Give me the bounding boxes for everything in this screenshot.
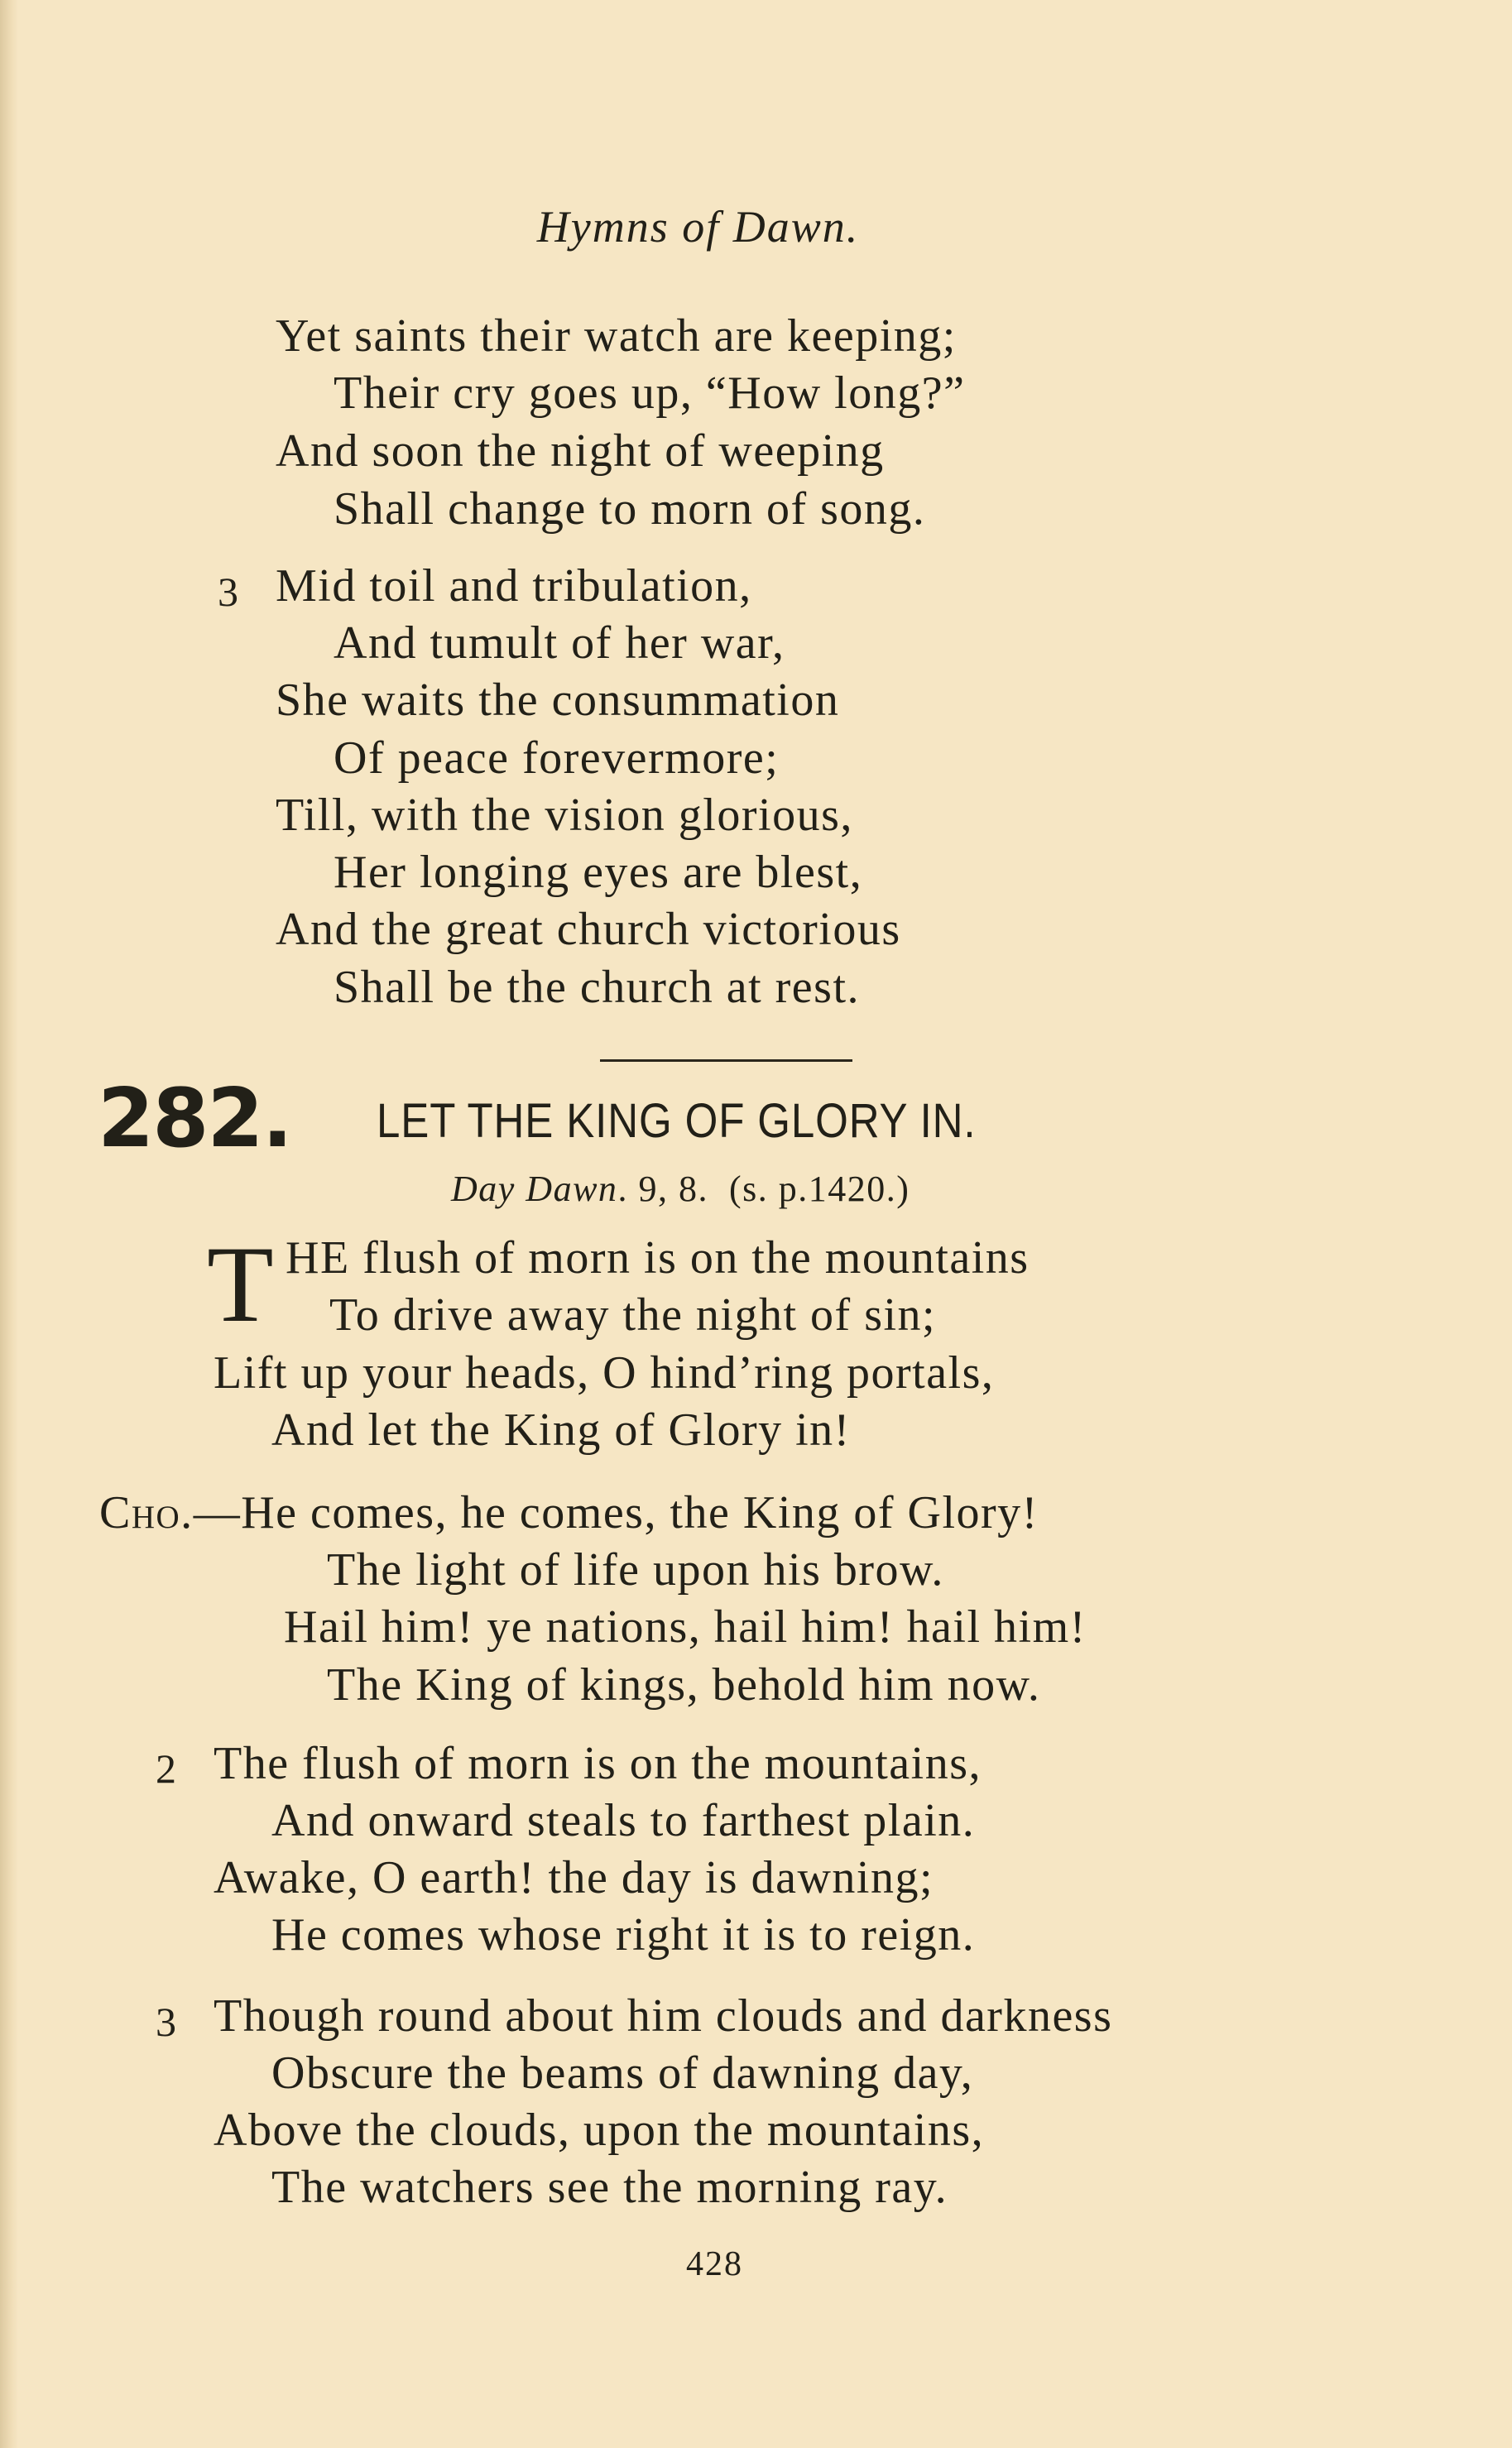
verse-line: HE flush of morn is on the mountains [286, 1232, 1030, 1284]
running-header: Hymns of Dawn. [536, 202, 860, 252]
section-divider [600, 1059, 852, 1062]
verse-line: And tumult of her war, [334, 617, 785, 669]
tune-name: Day Dawn [451, 1169, 618, 1209]
drop-cap: T [207, 1223, 274, 1345]
verse-line: And let the King of Glory in! [271, 1404, 851, 1456]
verse-line: Their cry goes up, “How long?” [334, 367, 966, 419]
tune-info [451, 1171, 910, 1207]
verse-line: Above the clouds, upon the mountains, [214, 2105, 985, 2156]
verse-line: And onward steals to farthest plain. [271, 1795, 976, 1846]
verse-line: Mid toil and tribulation, [276, 560, 752, 612]
verse-line: She waits the consummation [276, 674, 840, 726]
chorus-first-line [99, 1487, 1039, 1538]
verse-line: —He comes, he comes, the King of Glory! [193, 1487, 1039, 1538]
chorus-label: Cho. [99, 1487, 194, 1538]
page-edge [0, 0, 18, 2448]
verse-line: To drive away the night of sin; [329, 1289, 937, 1341]
stanza-number: 3 [218, 569, 238, 615]
tune-reference: (s. p.1420.) [728, 1169, 910, 1209]
verse-line: And the great church victorious [276, 904, 901, 955]
verse-line: Shall be the church at rest. [334, 962, 861, 1013]
verse-line: And soon the night of weeping [276, 425, 885, 477]
stanza-number: 3 [156, 1999, 176, 2045]
verse-line: Though round about him clouds and darkness [214, 1990, 1113, 2042]
hymn-title: LET THE KING OF GLORY IN. [377, 1094, 977, 1148]
meter: . 9, 8. [617, 1169, 708, 1209]
verse-line: Of peace forevermore; [334, 732, 780, 784]
verse-line: Lift up your heads, O hind’ring portals, [214, 1347, 995, 1399]
verse-line: The watchers see the morning ray. [271, 2162, 948, 2213]
verse-line: The King of kings, behold him now. [327, 1659, 1041, 1711]
verse-line: He comes whose right it is to reign. [271, 1909, 976, 1961]
verse-line: Yet saints their watch are keeping; [276, 310, 957, 362]
verse-line: Awake, O earth! the day is dawning; [214, 1852, 934, 1903]
hymn-number: 282. [98, 1072, 291, 1166]
stanza-number: 2 [156, 1745, 176, 1792]
verse-line: The flush of morn is on the mountains, [214, 1738, 982, 1789]
page-number: 428 [686, 2245, 743, 2283]
verse-line: Hail him! ye nations, hail him! hail him! [284, 1601, 1087, 1653]
verse-line: Till, with the vision glorious, [276, 790, 853, 841]
verse-line: The light of life upon his brow. [327, 1544, 944, 1596]
verse-line: Obscure the beams of dawning day, [271, 2047, 974, 2099]
verse-line: Her longing eyes are blest, [334, 847, 863, 898]
verse-line: Shall change to morn of song. [334, 483, 926, 535]
